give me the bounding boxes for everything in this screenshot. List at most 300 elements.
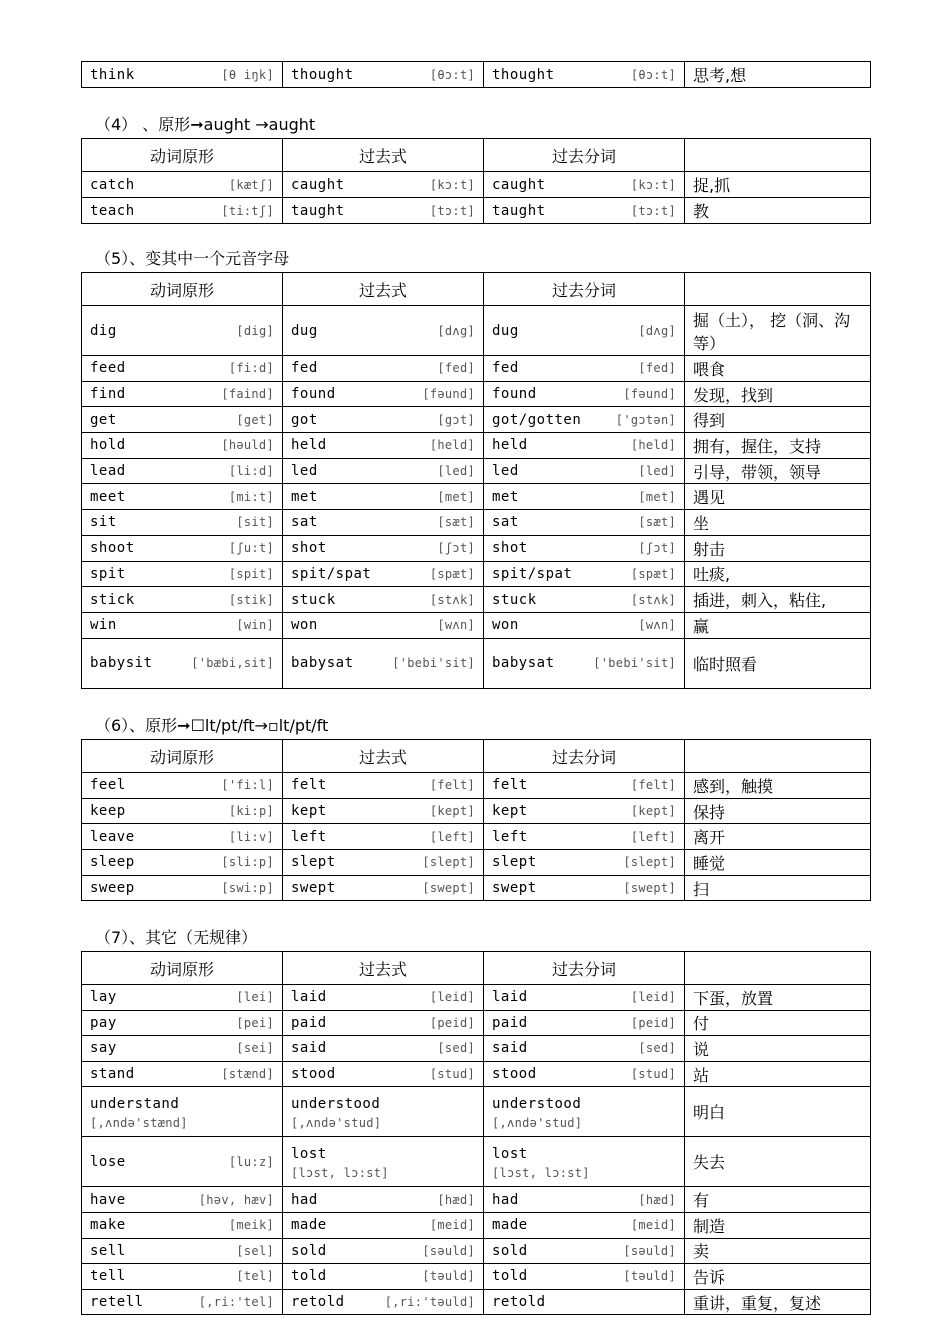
header-past: 过去式 bbox=[283, 139, 484, 172]
base-form-wrap bbox=[90, 540, 274, 556]
past-participle-wrap bbox=[492, 1243, 676, 1259]
past-tense-phonetic: [swept] bbox=[422, 881, 475, 896]
past-participle-word: met bbox=[492, 488, 519, 505]
table-row bbox=[82, 1289, 871, 1315]
past-participle-cell bbox=[484, 433, 685, 459]
past-tense-wrap bbox=[291, 203, 475, 219]
past-participle-wrap bbox=[492, 1066, 676, 1082]
past-participle-word: told bbox=[492, 1268, 528, 1285]
past-participle-wrap bbox=[492, 777, 676, 793]
meaning-cell: 下蛋，放置 bbox=[685, 985, 871, 1011]
base-form-word: lay bbox=[90, 989, 117, 1006]
header-pp: 过去分词 bbox=[484, 740, 685, 773]
base-form-wrap bbox=[90, 323, 274, 339]
past-tense-word: shot bbox=[291, 540, 327, 557]
base-form-cell bbox=[82, 1264, 283, 1290]
table-row bbox=[82, 407, 871, 433]
past-tense-word: slept bbox=[291, 854, 336, 871]
past-participle-phonetic: [wʌn] bbox=[638, 618, 676, 633]
base-form-word: sweep bbox=[90, 880, 135, 897]
past-participle-wrap bbox=[492, 1015, 676, 1031]
base-form-word: feel bbox=[90, 777, 126, 794]
past-participle-word: said bbox=[492, 1040, 528, 1057]
past-tense-word: met bbox=[291, 488, 318, 505]
meaning-cell: 吐痰, bbox=[685, 561, 871, 587]
meaning-cell: 思考,想 bbox=[685, 62, 871, 88]
past-tense-cell bbox=[283, 1137, 484, 1187]
past-participle-cell bbox=[484, 561, 685, 587]
past-participle-cell bbox=[484, 510, 685, 536]
meaning-cell: 失去 bbox=[685, 1137, 871, 1187]
past-tense-phonetic: [ʃɔt] bbox=[437, 541, 475, 556]
base-form-wrap bbox=[90, 1217, 274, 1233]
meaning-cell: 离开 bbox=[685, 824, 871, 850]
past-tense-word: retold bbox=[291, 1294, 345, 1311]
past-tense-phonetic: [spæt] bbox=[429, 566, 475, 581]
past-participle-phonetic: ['gɔtən] bbox=[615, 412, 676, 427]
past-tense-wrap bbox=[291, 1040, 475, 1056]
base-form-cell bbox=[82, 1036, 283, 1062]
meaning-cell: 站 bbox=[685, 1061, 871, 1087]
past-tense-phonetic: [gɔt] bbox=[437, 412, 475, 427]
past-tense-word: stuck bbox=[291, 591, 336, 608]
past-participle-word: lost bbox=[492, 1145, 528, 1162]
past-participle-wrap bbox=[492, 989, 676, 1005]
past-participle-word: laid bbox=[492, 989, 528, 1006]
meaning-cell: 告诉 bbox=[685, 1264, 871, 1290]
base-form-word: spit bbox=[90, 565, 126, 582]
past-tense-cell bbox=[283, 850, 484, 876]
meaning-cell: 发现，找到 bbox=[685, 381, 871, 407]
past-tense-cell bbox=[283, 484, 484, 510]
base-form-phonetic: [tel] bbox=[236, 1269, 274, 1284]
past-tense-wrap bbox=[291, 177, 475, 193]
past-tense-wrap bbox=[291, 1217, 475, 1233]
past-tense-word: led bbox=[291, 463, 318, 480]
header-meaning bbox=[685, 139, 871, 172]
past-tense-word: told bbox=[291, 1268, 327, 1285]
base-form-phonetic: ['bæbi,sit] bbox=[191, 656, 274, 671]
header-pp: 过去分词 bbox=[484, 952, 685, 985]
base-form-cell bbox=[82, 306, 283, 356]
base-form-phonetic: [fi:d] bbox=[228, 361, 274, 376]
past-tense-wrap bbox=[291, 1015, 475, 1031]
past-participle-wrap bbox=[492, 880, 676, 896]
base-form-phonetic: [mi:t] bbox=[228, 489, 274, 504]
table-row bbox=[82, 1238, 871, 1264]
table-row bbox=[82, 1187, 871, 1213]
table-row bbox=[82, 172, 871, 198]
verb-table-4 bbox=[81, 138, 871, 224]
past-tense-wrap bbox=[291, 829, 475, 845]
base-form-word: catch bbox=[90, 176, 135, 193]
past-participle-word: caught bbox=[492, 176, 546, 193]
past-tense-word: taught bbox=[291, 202, 345, 219]
base-form-phonetic: [lu:z] bbox=[228, 1154, 274, 1169]
past-tense-phonetic: [met] bbox=[437, 489, 475, 504]
past-tense-cell bbox=[283, 561, 484, 587]
meaning-cell: 掘（土）， 挖（洞、沟等） bbox=[685, 306, 871, 356]
past-participle-word: won bbox=[492, 617, 519, 634]
base-form-cell bbox=[82, 1212, 283, 1238]
past-participle-cell bbox=[484, 875, 685, 901]
past-tense-word: stood bbox=[291, 1066, 336, 1083]
past-tense-cell bbox=[283, 407, 484, 433]
base-form-cell bbox=[82, 773, 283, 799]
past-tense-cell bbox=[283, 1010, 484, 1036]
past-participle-word: dug bbox=[492, 322, 519, 339]
past-participle-word: sold bbox=[492, 1242, 528, 1259]
meaning-cell: 说 bbox=[685, 1036, 871, 1062]
base-form-phonetic: [sel] bbox=[236, 1243, 274, 1258]
past-tense-phonetic: [sed] bbox=[437, 1041, 475, 1056]
past-participle-wrap bbox=[492, 1268, 676, 1284]
base-form-word: sell bbox=[90, 1242, 126, 1259]
base-form-wrap bbox=[90, 880, 274, 896]
header-base: 动词原形 bbox=[82, 740, 283, 773]
past-participle-cell bbox=[484, 638, 685, 688]
past-participle-wrap bbox=[492, 1040, 676, 1056]
past-tense-word: held bbox=[291, 437, 327, 454]
base-form-word: stand bbox=[90, 1066, 135, 1083]
header-past: 过去式 bbox=[283, 740, 484, 773]
past-participle-cell bbox=[484, 172, 685, 198]
header-base: 动词原形 bbox=[82, 273, 283, 306]
past-tense-cell bbox=[283, 458, 484, 484]
past-participle-phonetic: [held] bbox=[630, 438, 676, 453]
past-participle-wrap bbox=[492, 829, 676, 845]
base-form-wrap bbox=[90, 412, 274, 428]
past-participle-phonetic: [stʌk] bbox=[630, 592, 676, 607]
past-tense-word: swept bbox=[291, 880, 336, 897]
header-row bbox=[82, 273, 871, 306]
past-tense-cell bbox=[283, 798, 484, 824]
past-tense-cell bbox=[283, 1238, 484, 1264]
past-participle-word: taught bbox=[492, 202, 546, 219]
top-table-section bbox=[81, 61, 870, 88]
base-form-word: win bbox=[90, 617, 117, 634]
base-form-cell bbox=[82, 458, 283, 484]
base-form-word: say bbox=[90, 1040, 117, 1057]
past-tense-phonetic: [dʌg] bbox=[437, 323, 475, 338]
past-tense-wrap bbox=[291, 514, 475, 530]
table-row bbox=[82, 381, 871, 407]
section-6 bbox=[81, 713, 870, 901]
base-form-cell bbox=[82, 1010, 283, 1036]
base-form-wrap bbox=[90, 386, 274, 402]
past-participle-phonetic: [led] bbox=[638, 464, 676, 479]
base-form-word: meet bbox=[90, 488, 126, 505]
past-participle-word: fed bbox=[492, 360, 519, 377]
table-row bbox=[82, 1061, 871, 1087]
meaning-cell: 坐 bbox=[685, 510, 871, 536]
past-tense-wrap bbox=[291, 566, 475, 582]
base-form-phonetic: [θ iŋk] bbox=[221, 67, 274, 82]
base-form-phonetic: [ʃu:t] bbox=[228, 541, 274, 556]
past-tense-cell bbox=[283, 587, 484, 613]
base-form-wrap bbox=[90, 592, 274, 608]
past-participle-word: thought bbox=[492, 66, 555, 83]
base-form-cell bbox=[82, 1087, 283, 1137]
base-form-phonetic: [,ʌndə'stænd] bbox=[90, 1115, 188, 1130]
past-participle-phonetic: [fed] bbox=[638, 361, 676, 376]
base-form-word: teach bbox=[90, 202, 135, 219]
past-participle-cell bbox=[484, 587, 685, 613]
past-tense-phonetic: [held] bbox=[429, 438, 475, 453]
past-participle-phonetic: [met] bbox=[638, 489, 676, 504]
past-tense-word: fed bbox=[291, 360, 318, 377]
past-tense-word: spit/spat bbox=[291, 565, 372, 582]
base-form-cell bbox=[82, 356, 283, 382]
past-tense-word: got bbox=[291, 411, 318, 428]
base-form-wrap bbox=[90, 566, 274, 582]
base-form-word: have bbox=[90, 1191, 126, 1208]
base-form-word: sit bbox=[90, 514, 117, 531]
base-form-wrap bbox=[90, 360, 274, 376]
base-form-cell bbox=[82, 798, 283, 824]
table-row bbox=[82, 433, 871, 459]
base-form-wrap bbox=[90, 854, 274, 870]
past-participle-phonetic: [slept] bbox=[623, 855, 676, 870]
table-row bbox=[82, 198, 871, 224]
header-row bbox=[82, 740, 871, 773]
header-meaning bbox=[685, 273, 871, 306]
past-participle-phonetic: [felt] bbox=[630, 778, 676, 793]
header-pp: 过去分词 bbox=[484, 139, 685, 172]
past-tense-phonetic: [leid] bbox=[429, 990, 475, 1005]
meaning-cell: 喂食 bbox=[685, 356, 871, 382]
base-form-phonetic: [dig] bbox=[236, 323, 274, 338]
past-participle-cell bbox=[484, 850, 685, 876]
base-form-wrap bbox=[90, 829, 274, 845]
past-tense-word: dug bbox=[291, 322, 318, 339]
table-row bbox=[82, 458, 871, 484]
header-past: 过去式 bbox=[283, 273, 484, 306]
base-form-phonetic: [li:v] bbox=[228, 829, 274, 844]
past-tense-cell bbox=[283, 1212, 484, 1238]
past-participle-cell bbox=[484, 306, 685, 356]
base-form-cell bbox=[82, 407, 283, 433]
meaning-cell: 遇见 bbox=[685, 484, 871, 510]
past-participle-phonetic: [swept] bbox=[623, 881, 676, 896]
base-form-wrap bbox=[90, 803, 274, 819]
past-participle-wrap bbox=[492, 1094, 676, 1130]
base-form-wrap bbox=[90, 437, 274, 453]
past-participle-cell bbox=[484, 1137, 685, 1187]
table-row bbox=[82, 484, 871, 510]
table-row bbox=[82, 773, 871, 799]
base-form-phonetic: [,ri:'tel] bbox=[198, 1295, 274, 1310]
past-participle-cell bbox=[484, 612, 685, 638]
table-row bbox=[82, 510, 871, 536]
past-tense-wrap bbox=[291, 360, 475, 376]
past-tense-cell bbox=[283, 1061, 484, 1087]
past-participle-phonetic: [fəund] bbox=[623, 387, 676, 402]
past-participle-phonetic: [left] bbox=[630, 829, 676, 844]
base-form-wrap bbox=[90, 655, 274, 671]
past-participle-phonetic: [hæd] bbox=[638, 1192, 676, 1207]
past-tense-phonetic: [,ʌndə'stud] bbox=[291, 1115, 382, 1130]
section-6-title: （6）、原形➞☐lt/pt/ft→▫lt/pt/ft bbox=[95, 716, 329, 735]
past-participle-phonetic: [leid] bbox=[630, 990, 676, 1005]
past-tense-cell bbox=[283, 433, 484, 459]
past-participle-word: felt bbox=[492, 777, 528, 794]
past-participle-phonetic: [sed] bbox=[638, 1041, 676, 1056]
base-form-phonetic: [faind] bbox=[221, 387, 274, 402]
past-tense-word: made bbox=[291, 1217, 327, 1234]
base-form-word: think bbox=[90, 66, 135, 83]
base-form-cell bbox=[82, 1187, 283, 1213]
base-form-wrap bbox=[90, 67, 274, 83]
header-base: 动词原形 bbox=[82, 139, 283, 172]
past-participle-cell bbox=[484, 773, 685, 799]
past-tense-phonetic: [sæt] bbox=[437, 515, 475, 530]
past-tense-word: had bbox=[291, 1191, 318, 1208]
past-participle-word: sat bbox=[492, 514, 519, 531]
base-form-wrap bbox=[90, 203, 274, 219]
meaning-cell: 保持 bbox=[685, 798, 871, 824]
table-row bbox=[82, 612, 871, 638]
table-row bbox=[82, 62, 871, 88]
header-meaning bbox=[685, 952, 871, 985]
past-tense-cell bbox=[283, 638, 484, 688]
verb-table-6 bbox=[81, 739, 871, 901]
past-participle-cell bbox=[484, 484, 685, 510]
past-participle-wrap bbox=[492, 1192, 676, 1208]
past-tense-wrap bbox=[291, 1294, 475, 1310]
header-base: 动词原形 bbox=[82, 952, 283, 985]
meaning-cell: 感到，触摸 bbox=[685, 773, 871, 799]
base-form-phonetic: [kætʃ] bbox=[228, 177, 274, 192]
past-participle-cell bbox=[484, 1010, 685, 1036]
past-tense-word: thought bbox=[291, 66, 354, 83]
table-row bbox=[82, 850, 871, 876]
past-participle-wrap bbox=[492, 323, 676, 339]
past-participle-wrap bbox=[492, 1217, 676, 1233]
past-tense-phonetic: [left] bbox=[429, 829, 475, 844]
past-participle-phonetic: [peid] bbox=[630, 1015, 676, 1030]
past-tense-wrap bbox=[291, 412, 475, 428]
past-tense-cell bbox=[283, 356, 484, 382]
past-tense-wrap bbox=[291, 489, 475, 505]
past-participle-word: babysat bbox=[492, 655, 555, 672]
past-participle-word: shot bbox=[492, 540, 528, 557]
base-form-word: leave bbox=[90, 828, 135, 845]
past-participle-word: had bbox=[492, 1191, 519, 1208]
past-tense-phonetic: [meid] bbox=[429, 1218, 475, 1233]
table-row bbox=[82, 1087, 871, 1137]
past-participle-wrap bbox=[492, 803, 676, 819]
table-row bbox=[82, 824, 871, 850]
past-tense-phonetic: [lɔst, lɔ:st] bbox=[291, 1165, 389, 1180]
past-tense-wrap bbox=[291, 1192, 475, 1208]
section-4-title: （4） 、原形➞aught →aught bbox=[95, 115, 316, 134]
past-participle-phonetic: [səuld] bbox=[623, 1243, 676, 1258]
base-form-phonetic: [pei] bbox=[236, 1015, 274, 1030]
past-tense-cell bbox=[283, 1264, 484, 1290]
section-5 bbox=[81, 246, 870, 689]
base-form-phonetic: [lei] bbox=[236, 990, 274, 1005]
base-form-cell bbox=[82, 198, 283, 224]
table-row bbox=[82, 306, 871, 356]
past-tense-wrap bbox=[291, 1066, 475, 1082]
past-tense-phonetic: [fəund] bbox=[422, 387, 475, 402]
table-row bbox=[82, 1036, 871, 1062]
past-participle-word: led bbox=[492, 463, 519, 480]
base-form-word: keep bbox=[90, 803, 126, 820]
past-participle-wrap bbox=[492, 177, 676, 193]
past-tense-wrap bbox=[291, 540, 475, 556]
past-participle-word: understood bbox=[492, 1095, 582, 1112]
base-form-phonetic: [meik] bbox=[228, 1218, 274, 1233]
past-tense-cell bbox=[283, 612, 484, 638]
base-form-wrap bbox=[90, 1094, 274, 1130]
past-participle-wrap bbox=[492, 67, 676, 83]
base-form-phonetic: [sei] bbox=[236, 1041, 274, 1056]
base-form-word: tell bbox=[90, 1268, 126, 1285]
past-participle-wrap bbox=[492, 463, 676, 479]
meaning-cell: 引导，带领，领导 bbox=[685, 458, 871, 484]
section-7 bbox=[81, 925, 870, 1315]
past-tense-word: paid bbox=[291, 1014, 327, 1031]
base-form-cell bbox=[82, 484, 283, 510]
past-tense-wrap bbox=[291, 323, 475, 339]
rows-5 bbox=[82, 306, 871, 689]
base-form-wrap bbox=[90, 1015, 274, 1031]
past-participle-word: stood bbox=[492, 1066, 537, 1083]
past-participle-wrap bbox=[492, 360, 676, 376]
past-participle-cell bbox=[484, 62, 685, 88]
past-participle-phonetic: ['bebi'sit] bbox=[593, 656, 676, 671]
base-form-word: lose bbox=[90, 1153, 126, 1170]
header-row bbox=[82, 952, 871, 985]
past-participle-wrap bbox=[492, 489, 676, 505]
past-participle-cell bbox=[484, 198, 685, 224]
past-participle-wrap bbox=[492, 655, 676, 671]
base-form-word: make bbox=[90, 1217, 126, 1234]
meaning-cell: 插进，刺入，粘住, bbox=[685, 587, 871, 613]
table-row bbox=[82, 587, 871, 613]
past-participle-wrap bbox=[492, 540, 676, 556]
base-form-wrap bbox=[90, 489, 274, 505]
past-tense-cell bbox=[283, 875, 484, 901]
past-participle-cell bbox=[484, 985, 685, 1011]
past-tense-word: understood bbox=[291, 1095, 381, 1112]
past-tense-phonetic: [təuld] bbox=[422, 1269, 475, 1284]
past-tense-word: felt bbox=[291, 777, 327, 794]
table-row bbox=[82, 1212, 871, 1238]
base-form-wrap bbox=[90, 1243, 274, 1259]
past-tense-wrap bbox=[291, 617, 475, 633]
past-participle-word: paid bbox=[492, 1014, 528, 1031]
verb-table-7 bbox=[81, 951, 871, 1315]
base-form-cell bbox=[82, 381, 283, 407]
base-form-word: retell bbox=[90, 1294, 144, 1311]
base-form-wrap bbox=[90, 989, 274, 1005]
past-participle-wrap bbox=[492, 386, 676, 402]
base-form-cell bbox=[82, 62, 283, 88]
base-form-cell bbox=[82, 1289, 283, 1315]
table-row bbox=[82, 1264, 871, 1290]
base-form-word: feed bbox=[90, 360, 126, 377]
base-form-word: sleep bbox=[90, 854, 135, 871]
past-tense-cell bbox=[283, 381, 484, 407]
header-past: 过去式 bbox=[283, 952, 484, 985]
base-form-wrap bbox=[90, 1192, 274, 1208]
base-form-word: understand bbox=[90, 1095, 180, 1112]
meaning-cell: 得到 bbox=[685, 407, 871, 433]
meaning-cell: 捉,抓 bbox=[685, 172, 871, 198]
